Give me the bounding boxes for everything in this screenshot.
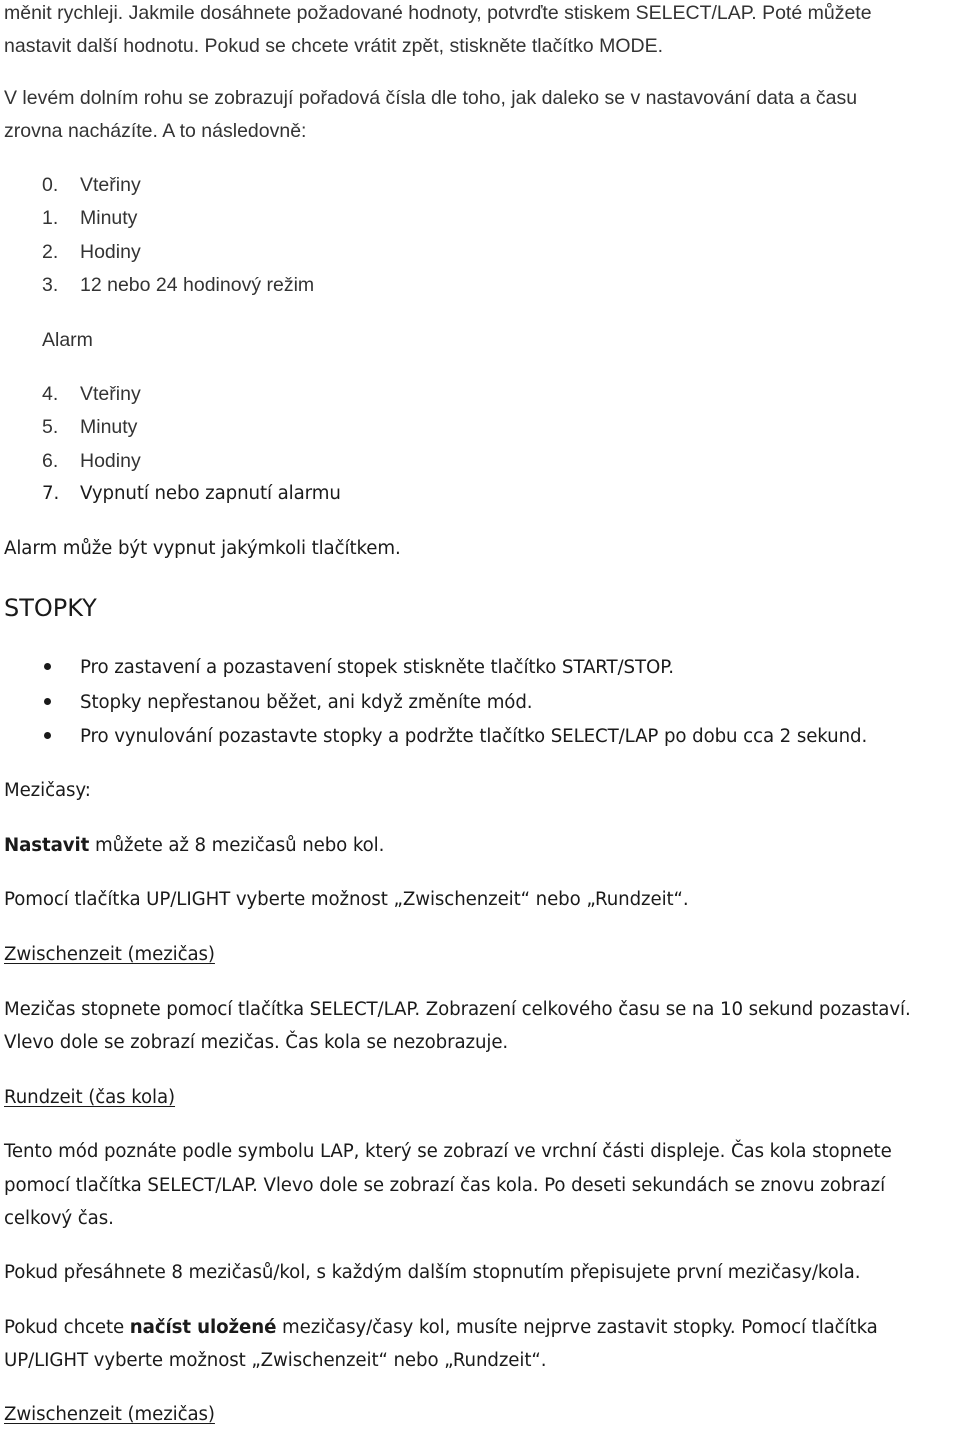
list-label: 12 nebo 24 hodinový režim (80, 274, 315, 296)
intro-line-2: nastavit další hodnotu. Pokud se chcete vrátit zpět, stiskněte tlačítko MODE. (4, 35, 663, 57)
list-label: Vteřiny (80, 174, 141, 196)
rundzeit-heading: Rundzeit (čas kola) (4, 1087, 176, 1108)
zwischenzeit-text-1: Mezičas stopnete pomocí tlačítka SELECT/LAP. Zobrazení celkového času se na 10 sekund pozastaví. (4, 999, 911, 1020)
rundzeit-text-3: celkový čas. (4, 1208, 114, 1229)
nacist-line-2: UP/LIGHT vyberte možnost „Zwischenzeit“ nebo „Rundzeit“. (4, 1350, 547, 1371)
intro-line-4: zrovna nacházíte. A to následovně: (4, 120, 307, 142)
bullet-item (44, 724, 867, 750)
bullet-icon (44, 698, 51, 705)
bullet-text: Pro zastavení a pozastavení stopek stiskněte tlačítko START/STOP. (80, 657, 674, 678)
list-number: 0. (42, 174, 59, 196)
list-number: 4. (42, 383, 59, 405)
list-item (42, 381, 141, 407)
list-label: Hodiny (80, 450, 141, 472)
nacist-bold: načíst uložené (129, 1317, 277, 1338)
intro-line-3: V levém dolním rohu se zobrazují pořadová čísla dle toho, jak daleko se v nastavování data a času (4, 87, 858, 109)
bullet-item (44, 690, 532, 716)
list-number: 5. (42, 416, 59, 438)
bullet-icon (44, 732, 51, 739)
zwischenzeit-text-2: Vlevo dole se zobrazí mezičas. Čas kola se nezobrazuje. (4, 1032, 509, 1053)
zwischenzeit-heading: Zwischenzeit (mezičas) (4, 944, 215, 965)
nastavit-rest: můžete až 8 mezičasů nebo kol. (89, 835, 385, 856)
alarm-heading: Alarm (42, 329, 93, 351)
list-number: 7. (42, 483, 60, 504)
nacist-post: mezičasy/časy kol, musíte nejprve zastavit stopky. Pomocí tlačítka (276, 1317, 878, 1338)
list-label: Vteřiny (80, 383, 141, 405)
list-item (42, 448, 141, 474)
intro-line-1: měnit rychleji. Jakmile dosáhnete požadované hodnoty, potvrďte stiskem SELECT/LAP. Poté můžete (4, 2, 872, 24)
prekroceni-line: Pokud přesáhnete 8 mezičasů/kol, s každým dalším stopnutím přepisujete první mezičasy/kola. (4, 1262, 861, 1283)
bullet-icon (44, 663, 51, 670)
list-item (42, 205, 137, 231)
list-label: Hodiny (80, 241, 141, 263)
bullet-text: Pro vynulování pozastavte stopky a podržte tlačítko SELECT/LAP po dobu cca 2 sekund. (80, 726, 868, 747)
list-item (42, 239, 141, 265)
list-number: 6. (42, 450, 59, 472)
nastavit-line (4, 833, 384, 859)
nacist-line-1 (4, 1315, 878, 1341)
list-item (42, 172, 141, 198)
nastavit-bold: Nastavit (4, 835, 90, 856)
list-item (42, 481, 341, 507)
nacist-pre: Pokud chcete (4, 1317, 130, 1338)
stopky-heading: STOPKY (4, 594, 97, 622)
alarm-note: Alarm může být vypnut jakýmkoli tlačítkem. (4, 538, 401, 559)
list-number: 1. (42, 207, 59, 229)
pomoci-line: Pomocí tlačítka UP/LIGHT vyberte možnost „Zwischenzeit“ nebo „Rundzeit“. (4, 889, 689, 910)
list-label: Minuty (80, 416, 138, 438)
list-label: Vypnutí nebo zapnutí alarmu (80, 483, 341, 504)
mezicasy-label: Mezičasy: (4, 780, 91, 801)
list-number: 2. (42, 241, 59, 263)
bullet-item (44, 655, 674, 681)
rundzeit-text-1: Tento mód poznáte podle symbolu LAP, který se zobrazí ve vrchní části displeje. Čas kola stopnete (4, 1141, 892, 1162)
list-number: 3. (42, 274, 59, 296)
list-label: Minuty (80, 207, 138, 229)
rundzeit-text-2: pomocí tlačítka SELECT/LAP. Vlevo dole se zobrazí čas kola. Po deseti sekundách se znovu zobrazí (4, 1175, 886, 1196)
zwischenzeit-heading-2: Zwischenzeit (mezičas) (4, 1404, 215, 1425)
bullet-text: Stopky nepřestanou běžet, ani když změníte mód. (80, 692, 533, 713)
list-item (42, 414, 137, 440)
list-item (42, 272, 314, 298)
